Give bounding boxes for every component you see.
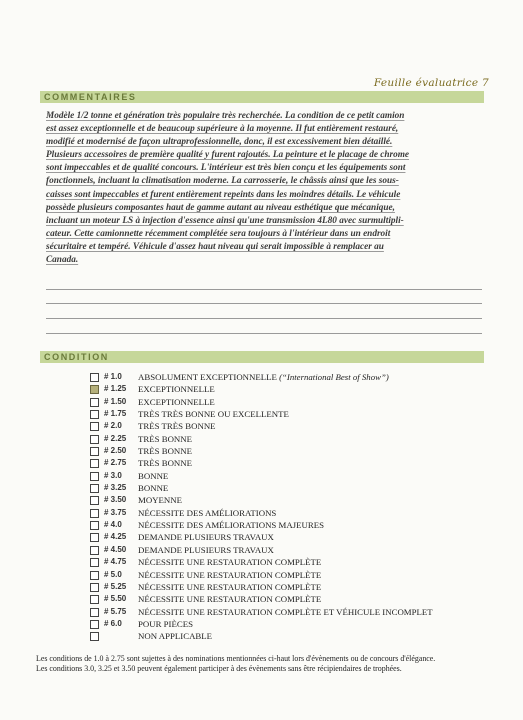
condition-label — [138, 482, 168, 494]
condition-label-text: NÉCESSITE UNE RESTAURATION COMPLÈTE — [138, 594, 322, 605]
comment-line: fonctionnels, incluant la climatisation moderne. La carrosserie, le châssis ainsi que les sous- — [46, 176, 399, 187]
comment-line: Modèle 1/2 tonne et génération très populaire très recherchée. La condition de ce petit camion — [46, 111, 405, 121]
condition-code: # 4.75 — [104, 557, 127, 567]
condition-label-text: NON APPLICABLE — [138, 631, 213, 642]
condition-label-text: NÉCESSITE DES AMÉLIORATIONS — [138, 507, 277, 518]
condition-label — [138, 519, 324, 531]
condition-option[interactable] — [90, 470, 490, 482]
condition-label — [138, 569, 321, 581]
checkbox[interactable] — [90, 583, 99, 592]
condition-label — [138, 396, 215, 408]
condition-label-text: TRÈS BONNE — [138, 433, 193, 444]
condition-code: # 4.50 — [104, 544, 127, 554]
condition-option[interactable] — [90, 445, 490, 457]
condition-code: # 4.25 — [104, 532, 127, 542]
condition-code: # 2.75 — [104, 458, 127, 468]
condition-label — [138, 581, 321, 593]
condition-option[interactable] — [90, 519, 490, 531]
condition-label-text: DEMANDE PLUSIEURS TRAVAUX — [138, 532, 274, 543]
condition-label-text: NÉCESSITE UNE RESTAURATION COMPLÈTE — [138, 569, 322, 580]
comments-section-title: COMMENTAIRES — [44, 92, 137, 102]
comments-section-header — [40, 91, 484, 103]
condition-label — [138, 420, 216, 432]
condition-label-text: TRÈS BONNE — [138, 446, 193, 457]
condition-label-text: TRÈS BONNE — [138, 458, 193, 469]
condition-option[interactable] — [90, 433, 490, 445]
comment-line: cateur. Cette camionnette récemment complétée sera toujours à l'intérieur dans un endroit — [46, 228, 391, 239]
condition-option[interactable] — [90, 618, 490, 630]
condition-label — [138, 507, 276, 519]
condition-label-text: DEMANDE PLUSIEURS TRAVAUX — [138, 544, 274, 555]
condition-label — [138, 433, 192, 445]
condition-label-text: BONNE — [138, 483, 169, 494]
checkbox-checked[interactable] — [90, 385, 99, 394]
condition-code: # 3.0 — [104, 470, 122, 480]
condition-list — [90, 371, 490, 643]
condition-code: # 2.50 — [104, 446, 127, 456]
condition-label — [138, 457, 192, 469]
condition-label-text: NÉCESSITE UNE RESTAURATION COMPLÈTE ET VÉHICULE INCOMPLET — [138, 606, 433, 617]
condition-option[interactable] — [90, 531, 490, 543]
note-line: Les conditions de 1.0 à 2.75 sont sujettes à des nominations mentionnées ci-haut lors d'évènements ou de concours d'élégance. — [36, 654, 436, 663]
checkbox[interactable] — [90, 398, 99, 407]
condition-label — [138, 544, 274, 556]
condition-code: # 1.50 — [104, 396, 127, 406]
condition-section-title: CONDITION — [44, 352, 109, 362]
checkbox[interactable] — [90, 472, 99, 481]
condition-label-text: MOYENNE — [138, 495, 182, 506]
condition-code: # 2.0 — [104, 421, 122, 431]
condition-code: # 1.0 — [104, 372, 122, 381]
condition-option[interactable] — [90, 569, 490, 581]
condition-label — [138, 494, 182, 506]
condition-label — [138, 630, 212, 642]
checkbox[interactable] — [90, 558, 99, 567]
comment-line: possède plusieurs composantes haut de gamme autant au niveau esthétique que mécanique, — [46, 202, 395, 213]
handwritten-note: Feuille évaluatrice 7 — [373, 77, 489, 89]
condition-label-text: NÉCESSITE UNE RESTAURATION COMPLÈTE — [138, 581, 322, 592]
condition-label-text: TRÈS TRÈS BONNE — [138, 421, 216, 432]
checkbox[interactable] — [90, 546, 99, 555]
condition-option[interactable] — [90, 581, 490, 593]
checkbox[interactable] — [90, 447, 99, 456]
condition-option[interactable] — [90, 556, 490, 568]
comment-line: sécuritaire et tempéré. Véhicule d'assez haut niveau qui serait impossible à remplacer au — [46, 241, 384, 252]
condition-code: # 3.50 — [104, 495, 127, 505]
condition-option[interactable] — [90, 544, 490, 556]
comment-line: Plusieurs accessoires de première qualité y furent rajoutés. La peinture et le placage de chrome — [46, 150, 410, 161]
condition-option[interactable] — [90, 408, 490, 420]
condition-option[interactable] — [90, 383, 490, 395]
condition-option[interactable] — [90, 457, 490, 469]
blank-comment-line — [46, 333, 482, 334]
comments-text — [46, 110, 482, 267]
condition-label-text: NÉCESSITE DES AMÉLIORATIONS MAJEURES — [138, 520, 324, 531]
condition-option[interactable] — [90, 482, 490, 494]
condition-code: # 3.25 — [104, 483, 127, 493]
condition-option[interactable] — [90, 371, 490, 383]
condition-code: # 5.50 — [104, 594, 127, 604]
condition-label-text: BONNE — [138, 470, 169, 481]
blank-comment-line — [46, 289, 482, 290]
condition-label-text: ABSOLUMENT EXCEPTIONNELLE — [138, 372, 277, 382]
condition-option[interactable] — [90, 630, 490, 642]
condition-option[interactable] — [90, 494, 490, 506]
comment-line: incluant un moteur LS à injection d'essence ainsi qu'une transmission 4L80 avec surmultipli- — [46, 215, 404, 226]
checkbox[interactable] — [90, 571, 99, 580]
condition-code: # 1.25 — [104, 384, 127, 394]
checkbox[interactable] — [90, 632, 99, 641]
checkbox[interactable] — [90, 496, 99, 505]
checkbox[interactable] — [90, 373, 99, 382]
condition-label — [138, 408, 289, 420]
condition-section-header — [40, 351, 484, 363]
condition-label — [138, 445, 192, 457]
note-line: Les conditions 3.0, 3.25 et 3.50 peuvent également participer à des évènements sans être récipiendaires de trophées. — [36, 663, 402, 673]
checkbox[interactable] — [90, 422, 99, 431]
condition-option[interactable] — [90, 606, 490, 618]
condition-option[interactable] — [90, 396, 490, 408]
comment-line: est assez exceptionnelle et de beaucoup supérieure à la moyenne. Il fut entièrement restauré, — [46, 124, 399, 135]
condition-code: # 4.0 — [104, 520, 122, 530]
condition-label-text: EXCEPTIONNELLE — [138, 396, 215, 407]
condition-code: # 6.0 — [104, 618, 122, 628]
condition-code: # 1.75 — [104, 409, 127, 419]
condition-code: # 5.0 — [104, 569, 122, 579]
condition-code: # 5.25 — [104, 581, 127, 591]
condition-label-text: EXCEPTIONNELLE — [138, 384, 215, 395]
condition-label — [138, 371, 389, 383]
condition-label-text: TRÈS TRÈS BONNE OU EXCELLENTE — [138, 409, 289, 420]
checkbox[interactable] — [90, 521, 99, 530]
condition-label — [138, 383, 215, 395]
condition-code: # 3.75 — [104, 507, 127, 517]
condition-label — [138, 531, 274, 543]
condition-code: # 2.25 — [104, 433, 127, 443]
condition-label-note: (“International Best of Show”) — [279, 372, 389, 382]
comment-line: Canada. — [46, 255, 79, 266]
checkbox[interactable] — [90, 595, 99, 604]
blank-comment-line — [46, 303, 482, 304]
condition-label-text: POUR PIÈCES — [138, 618, 193, 629]
condition-label-text: NÉCESSITE UNE RESTAURATION COMPLÈTE — [138, 557, 322, 568]
condition-label — [138, 556, 321, 568]
condition-option[interactable] — [90, 507, 490, 519]
condition-notes — [36, 654, 486, 673]
condition-option[interactable] — [90, 593, 490, 605]
checkbox[interactable] — [90, 435, 99, 444]
checkbox[interactable] — [90, 533, 99, 542]
checkbox[interactable] — [90, 459, 99, 468]
condition-label — [138, 470, 168, 482]
checkbox[interactable] — [90, 509, 99, 518]
blank-comment-line — [46, 318, 482, 319]
checkbox[interactable] — [90, 620, 99, 629]
comment-line: sont impeccables et de qualité concours. L'intérieur est très bien conçu et les équipements sont — [46, 163, 406, 174]
checkbox[interactable] — [90, 484, 99, 493]
condition-option[interactable] — [90, 420, 490, 432]
comment-line: modifié et modernisé de façon ultraprofessionnelle, donc, il est excessivement bien détaillé. — [46, 137, 393, 148]
condition-code: # 5.75 — [104, 606, 127, 616]
condition-label — [138, 618, 193, 630]
comment-line: caisses sont impeccables et furent entièrement repeints dans les moindres détails. Le véhicule — [46, 189, 401, 200]
checkbox[interactable] — [90, 410, 99, 419]
condition-label — [138, 593, 321, 605]
condition-label — [138, 606, 433, 618]
checkbox[interactable] — [90, 608, 99, 617]
